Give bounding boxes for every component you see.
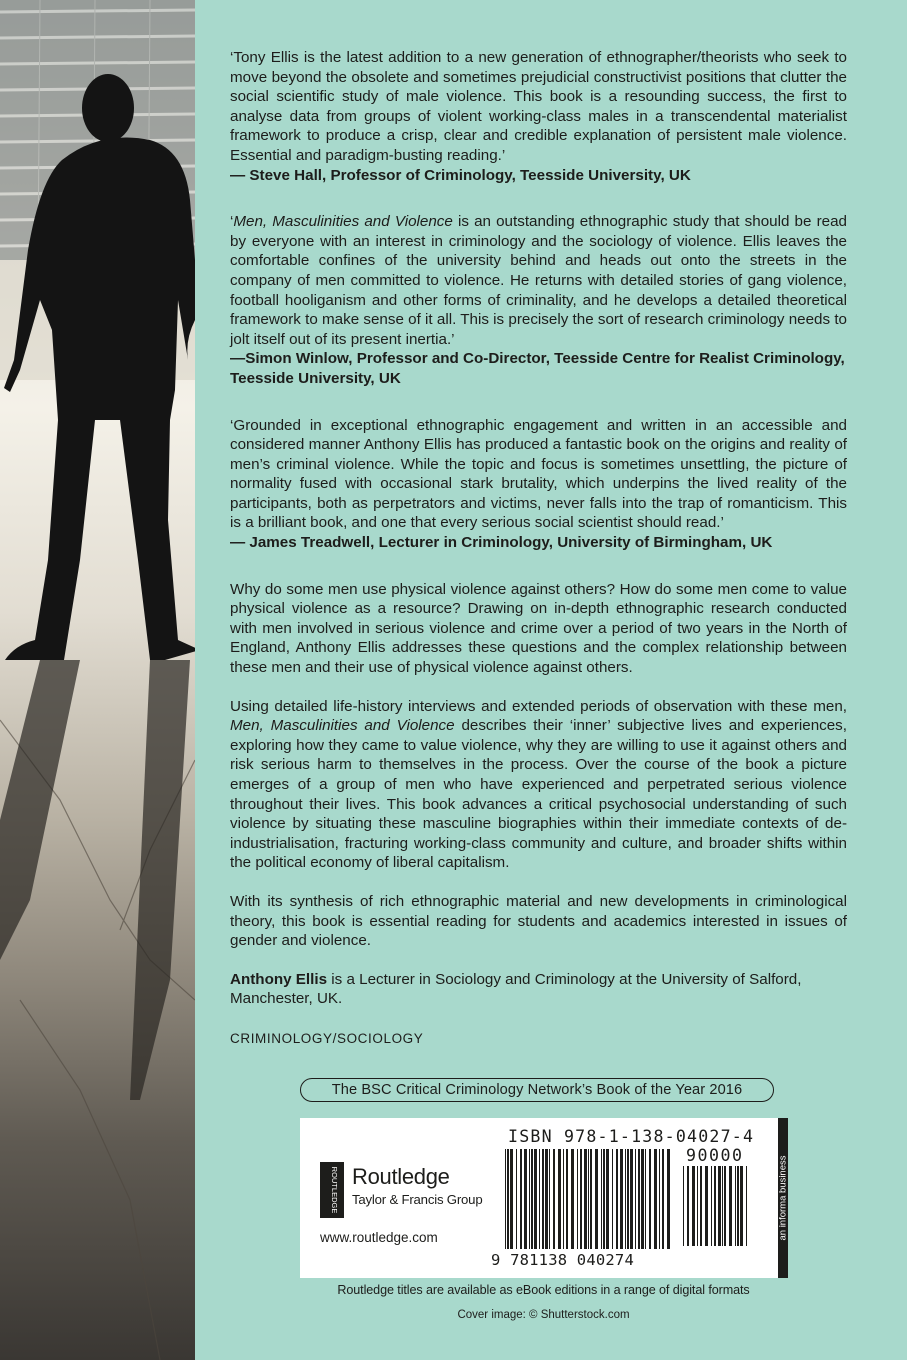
review-attribution: — Steve Hall, Professor of Criminology, Teesside University, UK (230, 166, 691, 184)
quote-open-mark: ‘ (230, 213, 234, 231)
logo-mark-text: ROUTLEDGE (330, 1166, 339, 1214)
description-text: Using detailed life-history interviews and extended periods of observation with these men, (230, 697, 847, 715)
author-bio (230, 970, 847, 1009)
barcode-bar (566, 1149, 568, 1249)
barcode-bar (534, 1149, 537, 1249)
cover-credit: Cover image: © Shutterstock.com (457, 1309, 630, 1321)
barcode-bar (516, 1149, 517, 1249)
barcode-bar (588, 1149, 589, 1249)
review-quote-1 (230, 48, 847, 185)
publisher-group: Taylor & Francis Group (352, 1192, 483, 1207)
barcode-bar (641, 1149, 644, 1249)
barcode-bar (563, 1149, 564, 1249)
barcode-panel (300, 1118, 787, 1278)
barcode-bar (601, 1149, 602, 1249)
barcode-bar (625, 1149, 626, 1249)
barcode-bar (729, 1166, 732, 1246)
barcode-bar (630, 1149, 633, 1249)
barcode-bar (740, 1166, 743, 1246)
barcode-bar (683, 1166, 684, 1246)
review-quote-2 (230, 212, 847, 388)
publisher-url: www.routledge.com (320, 1230, 438, 1245)
review-quote-text: ‘Tony Ellis is the latest addition to a new generation of ethnographer/theorists who seek to move beyond the obsolete and sometimes prejudicial constructivist positions that clutter the social scientific study of male violence. This book is a resounding success, the first to analyse data from groups of violent working-class males in a transcendental materialist framework to produce a crisp, clear and credible explanation of persistent male violence. Essential and paradigm-busting reading.’ (230, 49, 847, 164)
book-title: Men, Masculinities and Violence (230, 717, 455, 735)
barcode-bar (529, 1149, 530, 1249)
barcode-bar (580, 1149, 582, 1249)
barcode-bar (635, 1149, 636, 1249)
barcode-bar (697, 1166, 698, 1246)
barcode-bar (714, 1166, 716, 1246)
barcode-bar (687, 1166, 689, 1246)
barcode-bar (507, 1149, 509, 1249)
barcode-bar (718, 1166, 721, 1246)
addon-barcode (683, 1166, 751, 1246)
barcode-bar (654, 1149, 657, 1249)
barcode-bar (638, 1149, 640, 1249)
barcode-bar (606, 1149, 609, 1249)
barcode-bar (505, 1149, 506, 1249)
barcode-bar (722, 1166, 723, 1246)
author-bio-text: is a Lecturer in Sociology and Criminology at the University of Salford, Manchester, UK. (230, 970, 802, 1008)
quote-body: is an outstanding ethnographic study that should be read by everyone with an interest in criminology and the sociology of violence. Ellis leaves the comfortable confines of the university behind and heads out onto the streets in the company of men committed to violence. He returns with detailed stories of gang violence, football hooliganism and other forms of criminality, and he develops a detailed theoretical framework to make sense of it all. This is precisely the sort of research criminology needs to jolt itself out of its present inertia.’ (230, 213, 847, 348)
book-title: Men, Masculinities and Violence (233, 213, 453, 231)
barcode-bar (735, 1166, 736, 1246)
back-cover-text (230, 48, 847, 1049)
barcode-bar (649, 1149, 651, 1249)
barcode-bar (667, 1149, 670, 1249)
barcode-bar (659, 1149, 660, 1249)
description-text: describes their ‘inner’ subjective lives and experiences, exploring how they came to value violence, why they are willing to use it against others and risk serious harm to themselves in the process. Over the course of the book a picture emerges of a group of men who have experienced and perpetrated serious violence throughout their lives. This book advances a critical psychosocial understanding of such violence by situating these masculine biographies within their immediate contexts of de-industrialisation, fracturing working-class community and culture, and broader shifts within the political economy of liberal capitalism. (230, 717, 847, 872)
barcode-bar (542, 1149, 544, 1249)
cover-photo (0, 0, 195, 1360)
barcode-bar (724, 1166, 726, 1246)
barcode-bar (549, 1149, 550, 1249)
description-paragraph: Why do some men use physical violence against others? How do some men come to value physical violence as a resource? Drawing on in-depth ethnographic research conducted with men involved in serious violence and crime over a period of two years in the North of England, Anthony Ellis addresses these questions and the complex relationship between these men and their use of physical violence against others. (230, 580, 847, 677)
barcode-bar (539, 1149, 540, 1249)
barcode-bar (531, 1149, 533, 1249)
review-attribution: — James Treadwell, Lecturer in Criminology, University of Birmingham, UK (230, 534, 773, 552)
barcode-bar (590, 1149, 592, 1249)
barcode-bar (553, 1149, 555, 1249)
barcode-bar (571, 1149, 574, 1249)
informa-tagline: an informa business (777, 1155, 789, 1241)
ebook-note: Routledge titles are available as eBook editions in a range of digital formats (337, 1283, 750, 1297)
barcode-bar (612, 1149, 613, 1249)
review-attribution: —Simon Winlow, Professor and Co-Director, Teesside Centre for Realist Criminology, Teesside University, UK (230, 350, 845, 387)
barcode-bar (595, 1149, 598, 1249)
barcode-bar (520, 1149, 522, 1249)
ean-barcode (505, 1149, 675, 1249)
silhouette-illustration (0, 0, 195, 1360)
isbn-label: ISBN 978-1-138-04027-4 (508, 1127, 755, 1146)
barcode-bar (577, 1149, 578, 1249)
subject-category: CRIMINOLOGY/SOCIOLOGY (230, 1030, 424, 1046)
publisher-logo (320, 1140, 500, 1260)
description-paragraph (230, 697, 847, 873)
ean-digits: 9 781138 040274 (491, 1251, 634, 1269)
review-quote-text (230, 212, 847, 349)
barcode-bar (603, 1149, 605, 1249)
barcode-bar (584, 1149, 587, 1249)
barcode-bar (737, 1166, 739, 1246)
barcode-bar (545, 1149, 548, 1249)
barcode-bar (711, 1166, 712, 1246)
barcode-bar (692, 1166, 695, 1246)
barcode-bar (662, 1149, 664, 1249)
publisher-name: Routledge (352, 1164, 450, 1189)
barcode-bar (700, 1166, 702, 1246)
barcode-bar (558, 1149, 561, 1249)
barcode-bar (620, 1149, 623, 1249)
barcode-bar (645, 1149, 646, 1249)
barcode-bar (524, 1149, 527, 1249)
barcode-bar (510, 1149, 513, 1249)
barcode-bar (616, 1149, 618, 1249)
barcode-bar (627, 1149, 629, 1249)
description-paragraph: With its synthesis of rich ethnographic material and new developments in criminological theory, this book is essential reading for students and academics interested in issues of gender and violence. (230, 892, 847, 950)
review-quote-text: ‘Grounded in exceptional ethnographic engagement and written in an accessible and considered manner Anthony Ellis has produced a fantastic book on the origins and reality of men’s criminal violence. While the topic and focus is sometimes unsettling, the picture of normality fused with occasional stark brutality, which underpins the lived reality of the participants, both as perpetrators and victims, never falls into the trap of romanticism. This is a brilliant book, and one that every serious social scientist should read.’ (230, 416, 847, 532)
barcode-bar (705, 1166, 708, 1246)
price-code: 90000 (686, 1146, 744, 1165)
review-quote-3 (230, 416, 847, 553)
author-name: Anthony Ellis (230, 970, 328, 988)
routledge-logo-icon (320, 1162, 344, 1218)
award-badge: The BSC Critical Criminology Network’s Book of the Year 2016 (300, 1078, 774, 1102)
barcode-bar (746, 1166, 747, 1246)
